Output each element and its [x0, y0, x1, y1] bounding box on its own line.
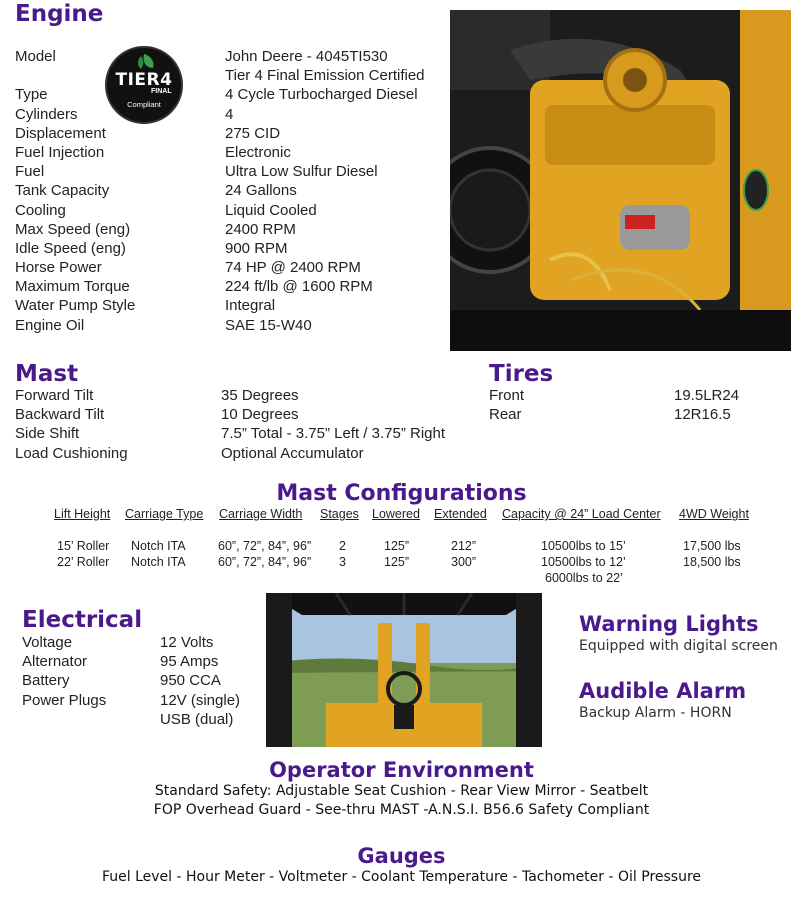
- tires-label: Rear: [489, 406, 522, 424]
- engine-value: 4 Cycle Turbocharged Diesel: [225, 86, 418, 104]
- engine-value: Electronic: [225, 143, 291, 161]
- engine-value: 24 Gallons: [225, 182, 297, 200]
- engine-value: 900 RPM: [225, 239, 288, 257]
- engine-value: Ultra Low Sulfur Diesel: [225, 163, 378, 181]
- col-header-carriage-type: Carriage Type: [125, 507, 204, 521]
- engine-values: [225, 47, 425, 335]
- electrical-value: USB (dual): [160, 710, 234, 728]
- engine-label: Model: [15, 48, 56, 65]
- tires-value: 12R16.5: [674, 406, 731, 424]
- cab-illustration: [266, 593, 542, 747]
- engine-value: Tier 4 Final Emission Certified: [225, 67, 425, 85]
- electrical-label: Alternator: [22, 653, 88, 671]
- electrical-label: Voltage: [22, 634, 73, 651]
- engine-illustration: [450, 10, 791, 351]
- warning-lights-text: Equipped with digital screen: [579, 638, 778, 654]
- col-header-stages: Stages: [320, 507, 359, 521]
- engine-value: 74 HP @ 2400 RPM: [225, 259, 361, 277]
- operator-env-heading: Operator Environment: [269, 758, 534, 782]
- table-cell: 22’ Roller: [57, 555, 110, 569]
- mast-value: 10 Degrees: [221, 406, 299, 424]
- audible-alarm-heading: Audible Alarm: [579, 679, 747, 703]
- table-cell: 3: [339, 555, 346, 569]
- engine-label: Idle Speed (eng): [15, 239, 126, 257]
- engine-label: Cooling: [15, 201, 66, 219]
- tires-values: [674, 386, 739, 424]
- engine-label: Max Speed (eng): [15, 220, 131, 238]
- tires-value: 19.5LR24: [674, 387, 740, 404]
- col-header-carriage-width: Carriage Width: [219, 507, 303, 521]
- engine-value: 224 ft/lb @ 1600 RPM: [225, 278, 373, 296]
- table-cell: 17,500 lbs: [683, 539, 741, 553]
- audible-alarm-text: Backup Alarm - HORN: [579, 705, 732, 721]
- engine-label: Fuel Injection: [15, 143, 105, 161]
- tires-label: Front: [489, 387, 525, 404]
- warning-lights-heading: Warning Lights: [579, 612, 759, 636]
- tires-heading: Tires: [489, 361, 554, 387]
- col-header-lift-height: Lift Height: [54, 507, 111, 521]
- electrical-label: Power Plugs: [22, 691, 107, 709]
- engine-value: Integral: [225, 297, 276, 315]
- engine-value: 4: [225, 105, 234, 123]
- operator-env-line1: Standard Safety: Adjustable Seat Cushion - Rear View Mirror - Seatbelt: [154, 783, 649, 799]
- tires-labels: [489, 386, 524, 424]
- mast-label: Forward Tilt: [15, 387, 94, 404]
- mast-label: Side Shift: [15, 425, 80, 443]
- table-cell: 2: [339, 539, 346, 553]
- electrical-heading: Electrical: [22, 607, 143, 633]
- table-cell: Notch ITA: [131, 555, 186, 569]
- col-header-extended: Extended: [434, 507, 487, 521]
- col-header-lowered: Lowered: [372, 507, 420, 521]
- table-cell: 10500lbs to 12’: [541, 555, 626, 569]
- engine-value: John Deere - 4045TI530: [225, 48, 388, 65]
- table-cell: 212”: [451, 539, 477, 553]
- table-cell: Notch ITA: [131, 539, 186, 553]
- mast-value: 7.5” Total - 3.75” Left / 3.75” Right: [221, 425, 446, 443]
- tier4-caption: Compliant: [127, 100, 161, 109]
- electrical-values: [160, 633, 240, 729]
- engine-value: 2400 RPM: [225, 220, 296, 238]
- table-cell: 18,500 lbs: [683, 555, 741, 569]
- tier4-main: TIER4: [115, 70, 173, 90]
- gauges-text: Fuel Level - Hour Meter - Voltmeter - Coolant Temperature - Tachometer - Oil Pressure: [101, 869, 702, 885]
- mast-heading: Mast: [15, 361, 79, 387]
- engine-photo: [450, 10, 791, 351]
- electrical-value: 12V (single): [160, 691, 241, 709]
- engine-value: SAE 15-W40: [225, 316, 312, 334]
- mast-value: Optional Accumulator: [221, 444, 364, 462]
- engine-label: Fuel: [15, 163, 45, 181]
- engine-label: Type: [15, 86, 48, 104]
- mast-values: [221, 386, 445, 463]
- engine-label: Cylinders: [15, 105, 78, 123]
- electrical-value: 950 CCA: [160, 672, 221, 690]
- col-header-capacity: Capacity @ 24” Load Center: [502, 507, 661, 521]
- table-cell: 60”, 72”, 84”, 96”: [218, 539, 312, 553]
- engine-label: Engine Oil: [15, 316, 85, 334]
- table-cell: 10500lbs to 15’: [541, 539, 626, 553]
- mast-config-heading: Mast Configurations: [276, 481, 527, 506]
- engine-label: Tank Capacity: [15, 182, 110, 200]
- mast-label: Backward Tilt: [15, 406, 105, 424]
- tier4-logo: [105, 46, 183, 124]
- table-cell: 60”, 72”, 84”, 96”: [218, 555, 312, 569]
- engine-label: Maximum Torque: [15, 278, 130, 296]
- electrical-value: 12 Volts: [160, 634, 214, 651]
- operator-env-line2: FOP Overhead Guard - See-thru MAST -A.N.S.I. B56.6 Safety Compliant: [153, 802, 650, 818]
- electrical-labels: [22, 633, 106, 710]
- engine-heading: Engine: [15, 1, 104, 27]
- gauges-heading: Gauges: [357, 844, 446, 868]
- engine-value: Liquid Cooled: [225, 201, 317, 219]
- engine-label: Water Pump Style: [15, 297, 136, 315]
- col-header-4wd-weight: 4WD Weight: [679, 507, 749, 521]
- engine-label: Displacement: [15, 124, 106, 142]
- mast-label: Load Cushioning: [15, 444, 128, 462]
- electrical-label: Battery: [22, 672, 70, 690]
- engine-label: Horse Power: [15, 259, 102, 277]
- table-cell: 125”: [384, 555, 410, 569]
- table-cell: 15’ Roller: [57, 539, 110, 553]
- table-cell: 125”: [384, 539, 410, 553]
- table-cell: 300”: [451, 555, 477, 569]
- table-cell-extra-capacity: 6000lbs to 22’: [545, 571, 623, 585]
- operator-cab-photo: [266, 593, 542, 747]
- electrical-value: 95 Amps: [160, 653, 219, 671]
- mast-value: 35 Degrees: [221, 387, 299, 404]
- mast-labels: [15, 386, 128, 463]
- engine-value: 275 CID: [225, 124, 281, 142]
- tier4-sub: FINAL: [151, 88, 172, 95]
